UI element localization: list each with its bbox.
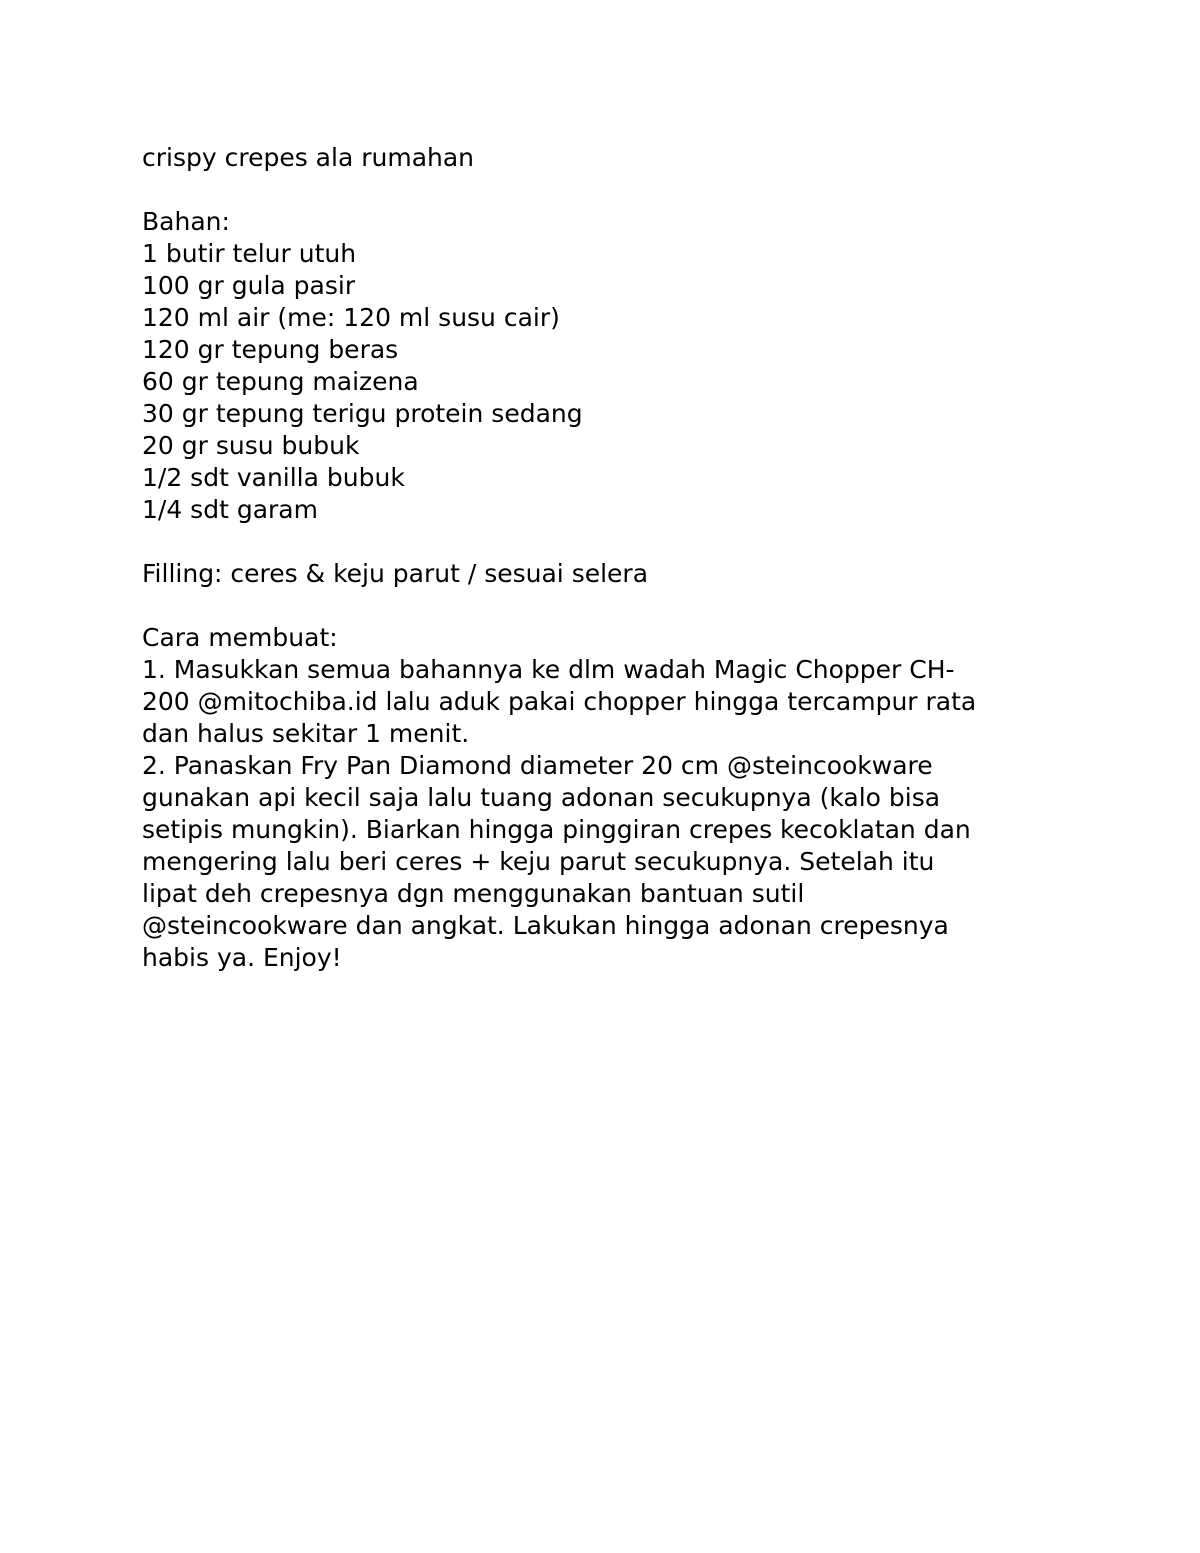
method-line: gunakan api kecil saja lalu tuang adonan secukupnya (kalo bisa — [142, 783, 941, 812]
method-line: mengering lalu beri ceres + keju parut secukupnya. Setelah itu — [142, 847, 935, 876]
ingredient-item: 30 gr tepung terigu protein sedang — [142, 399, 583, 428]
method-line: 2. Panaskan Fry Pan Diamond diameter 20 cm @steincookware — [142, 751, 933, 780]
method-line: setipis mungkin). Biarkan hingga pinggiran crepes kecoklatan dan — [142, 815, 971, 844]
ingredient-item: 100 gr gula pasir — [142, 271, 356, 300]
filling-line: Filling: ceres & keju parut / sesuai selera — [142, 559, 649, 588]
blank-line — [142, 174, 1072, 206]
ingredient-item: 120 gr tepung beras — [142, 335, 399, 364]
document-page — [142, 142, 1072, 974]
method-line: 1. Masukkan semua bahannya ke dlm wadah Magic Chopper CH- — [142, 655, 955, 684]
method-line: habis ya. Enjoy! — [142, 943, 342, 972]
method-line: lipat deh crepesnya dgn menggunakan bantuan sutil — [142, 879, 805, 908]
ingredient-item: 20 gr susu bubuk — [142, 431, 360, 460]
method-line: @steincookware dan angkat. Lakukan hingga adonan crepesnya — [142, 911, 949, 940]
ingredients-heading: Bahan: — [142, 207, 230, 236]
blank-line — [142, 590, 1072, 622]
method-heading: Cara membuat: — [142, 623, 338, 652]
ingredient-item: 1/2 sdt vanilla bubuk — [142, 463, 405, 492]
blank-line — [142, 526, 1072, 558]
method-line: dan halus sekitar 1 menit. — [142, 719, 470, 748]
recipe-title: crispy crepes ala rumahan — [142, 143, 475, 172]
method-line: 200 @mitochiba.id lalu aduk pakai chopper hingga tercampur rata — [142, 687, 977, 716]
ingredient-item: 120 ml air (me: 120 ml susu cair) — [142, 303, 560, 332]
ingredient-item: 60 gr tepung maizena — [142, 367, 419, 396]
ingredient-item: 1/4 sdt garam — [142, 495, 318, 524]
ingredient-item: 1 butir telur utuh — [142, 239, 357, 268]
